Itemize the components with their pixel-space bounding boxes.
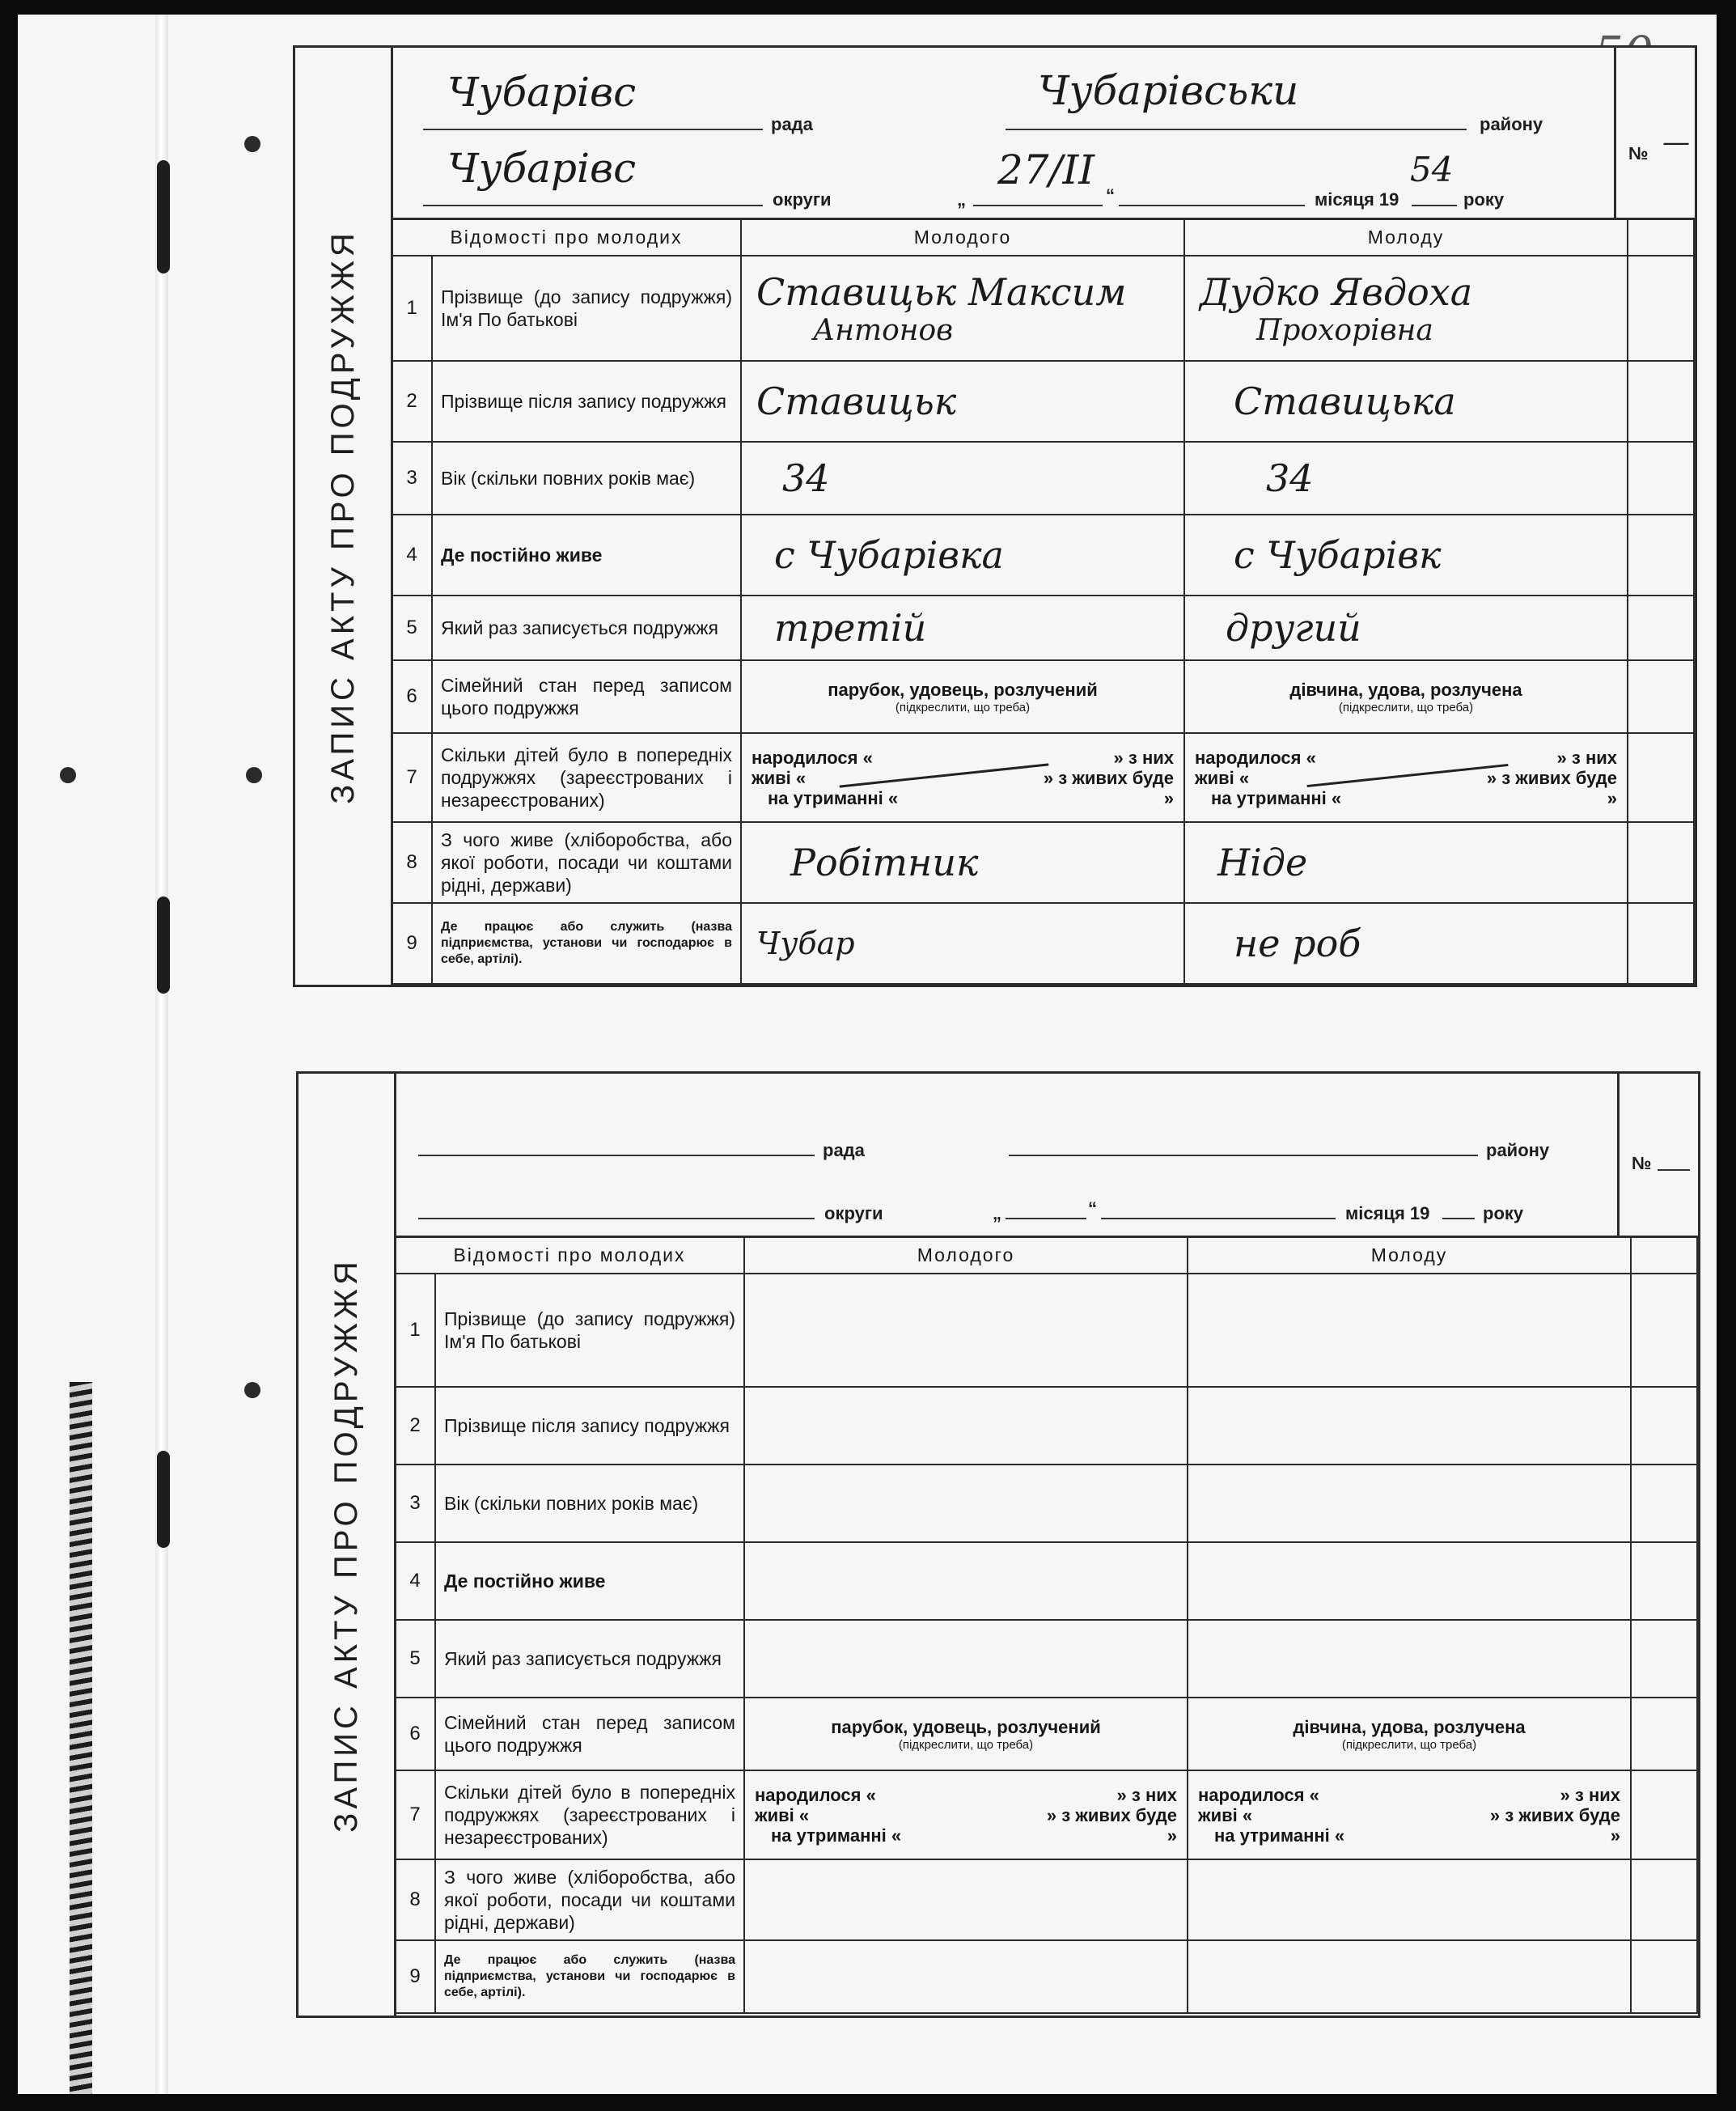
row-label-residence: Де постійно живе	[432, 515, 741, 596]
number-label: №	[1632, 1153, 1652, 1173]
raion-label: району	[1486, 1140, 1550, 1160]
record-table	[394, 1236, 1698, 2014]
row-number: 2	[395, 1387, 435, 1465]
row-label-times: Який раз записується подружжя	[432, 596, 741, 660]
groom-marital-status: парубок, удовець, розлучений (підкреслити, що треба)	[741, 660, 1184, 733]
okrug-label: округи	[824, 1203, 883, 1223]
rada-value: Чубарівс	[447, 69, 637, 116]
row-number: 8	[392, 822, 432, 903]
row-label-occupation: З чого живе (хліборобства, або якої роботи, посади чи коштами рідні, держави)	[435, 1859, 744, 1940]
date-open-quote: „	[993, 1203, 1001, 1223]
row-number: 3	[395, 1465, 435, 1542]
marriage-record-filled	[293, 45, 1697, 987]
groom-occupation: Робітник	[741, 822, 1184, 903]
groom-workplace: Чубар	[741, 903, 1184, 984]
okrug-label: округи	[773, 189, 832, 210]
bride-age: 34	[1184, 442, 1628, 515]
binding-stitch	[70, 1382, 92, 2094]
row-label-name: Прізвище (до запису подружжя) Ім'я По батькові	[432, 256, 741, 361]
document-page	[18, 15, 1717, 2094]
bride-occupation: Ніде	[1184, 822, 1628, 903]
bride-name: Дудко Явдоха Прохорівна	[1184, 256, 1628, 361]
punch-hole	[244, 136, 260, 152]
year-label: року	[1483, 1203, 1524, 1223]
row-label-surname-after: Прізвище після запису подружжя	[432, 361, 741, 442]
row-number: 7	[395, 1770, 435, 1859]
groom-residence: с Чубарівка	[741, 515, 1184, 596]
groom-name: Ставицьк Максим Антонов	[741, 256, 1184, 361]
row-number: 5	[395, 1620, 435, 1698]
groom-times: третій	[741, 596, 1184, 660]
bride-workplace: не роб	[1184, 903, 1628, 984]
row-label-marital: Сімейний стан перед записом цього подружжя	[432, 660, 741, 733]
row-label-occupation: З чого живе (хліборобства, або якої роботи, посади чи коштами рідні, держави)	[432, 822, 741, 903]
row-number: 1	[395, 1274, 435, 1387]
date-close-quote: “	[1088, 1198, 1097, 1219]
date-open-quote: „	[957, 189, 966, 210]
row-number: 8	[395, 1859, 435, 1940]
bride-surname-after: Ставицька	[1184, 361, 1628, 442]
bride-marital-status: дівчина, удова, розлучена (підкреслити, що треба)	[1188, 1698, 1631, 1770]
row-number: 2	[392, 361, 432, 442]
bride-children: народилося « » з них живі « » з живих буде на утриманні « »	[1184, 733, 1628, 822]
bride-marital-status: дівчина, удова, розлучена (підкреслити, що треба)	[1184, 660, 1628, 733]
row-number: 7	[392, 733, 432, 822]
bride-children: народилося « » з них живі « » з живих буде на утриманні « »	[1188, 1770, 1631, 1859]
date-close-quote: “	[1106, 185, 1115, 206]
col-header-groom: Молодого	[744, 1236, 1188, 1274]
groom-age: 34	[741, 442, 1184, 515]
form-header	[391, 48, 1695, 220]
year-value: 54	[1410, 150, 1454, 189]
record-table	[391, 218, 1695, 985]
row-label-name: Прізвище (до запису подружжя) Ім'я По батькові	[435, 1274, 744, 1387]
punch-hole	[246, 767, 262, 783]
margin-tear	[157, 897, 170, 994]
row-number: 6	[395, 1698, 435, 1770]
year-label: року	[1463, 189, 1505, 210]
punch-hole	[60, 767, 76, 783]
rada-label: рада	[771, 114, 813, 134]
margin-tear	[157, 160, 170, 273]
month-label: місяця 19	[1315, 189, 1399, 210]
row-label-children: Скільки дітей було в попередніх подружжях (зареєстрованих і незареєстрованих)	[432, 733, 741, 822]
row-label-workplace: Де працює або служить (назва підприємства, установи чи господарює в себе, артілі).	[432, 903, 741, 984]
bride-residence: с Чубарівк	[1184, 515, 1628, 596]
row-number: 4	[395, 1542, 435, 1620]
raion-label: району	[1480, 114, 1543, 134]
rada-label: рада	[823, 1140, 865, 1160]
col-header-info: Відомості про молодих	[392, 218, 741, 256]
row-label-residence: Де постійно живе	[435, 1542, 744, 1620]
row-number: 1	[392, 256, 432, 361]
margin-tear	[157, 1451, 170, 1548]
form-side-title: ЗАПИС АКТУ ПРО ПОДРУЖЖЯ	[299, 1074, 396, 2016]
okrug-value: Чубарівс	[447, 145, 637, 192]
row-number: 9	[395, 1940, 435, 2013]
row-label-times: Який раз записується подружжя	[435, 1620, 744, 1698]
row-number: 9	[392, 903, 432, 984]
punch-hole	[244, 1382, 260, 1398]
row-label-workplace: Де працює або служить (назва підприємства, установи чи господарює в себе, артілі).	[435, 1940, 744, 2013]
number-label: №	[1628, 143, 1649, 163]
row-label-age: Вік (скільки повних років має)	[435, 1465, 744, 1542]
marriage-record-blank	[296, 1071, 1700, 2018]
row-number: 4	[392, 515, 432, 596]
col-header-info: Відомості про молодих	[395, 1236, 744, 1274]
row-label-marital: Сімейний стан перед записом цього подружжя	[435, 1698, 744, 1770]
raion-value: Чубарівськи	[1038, 67, 1299, 114]
col-header-groom: Молодого	[741, 218, 1184, 256]
row-label-age: Вік (скільки повних років має)	[432, 442, 741, 515]
col-header-bride: Молоду	[1188, 1236, 1631, 1274]
date-value: 27/ІІ	[997, 146, 1095, 193]
number-value: —	[1662, 126, 1690, 159]
row-label-children: Скільки дітей було в попередніх подружжях (зареєстрованих і незареєстрованих)	[435, 1770, 744, 1859]
row-label-surname-after: Прізвище після запису подружжя	[435, 1387, 744, 1465]
month-label: місяця 19	[1345, 1203, 1430, 1223]
groom-surname-after: Ставицьк	[741, 361, 1184, 442]
row-number: 3	[392, 442, 432, 515]
bride-times: другий	[1184, 596, 1628, 660]
row-number: 5	[392, 596, 432, 660]
groom-marital-status: парубок, удовець, розлучений (підкреслити, що треба)	[744, 1698, 1188, 1770]
page-fold	[155, 15, 168, 2094]
groom-children: народилося « » з них живі « » з живих буде на утриманні « »	[741, 733, 1184, 822]
col-header-bride: Молоду	[1184, 218, 1628, 256]
form-header	[394, 1074, 1698, 1238]
row-number: 6	[392, 660, 432, 733]
groom-children: народилося « » з них живі « » з живих буде на утриманні « »	[744, 1770, 1188, 1859]
form-side-title: ЗАПИС АКТУ ПРО ПОДРУЖЖЯ	[295, 48, 393, 985]
